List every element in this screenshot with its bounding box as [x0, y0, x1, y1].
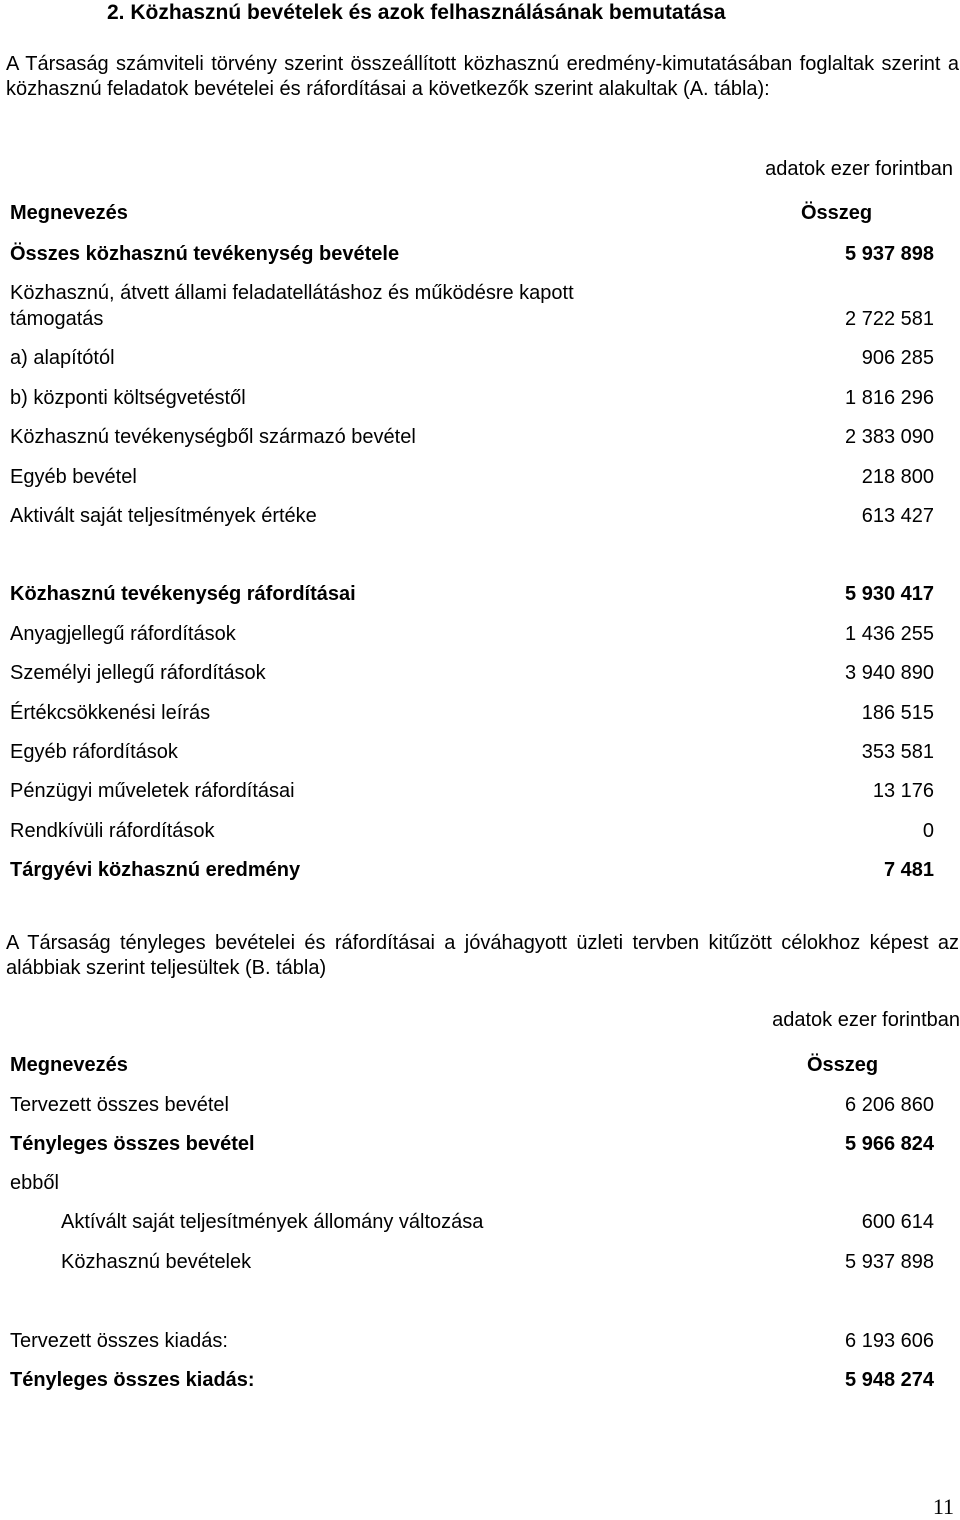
row-value: 613 427 [861, 505, 934, 527]
intro-paragraph: A Társaság számviteli törvény szerint összeállított közhasznú eredmény-kimutatásában foglaltak szerint a közhasznú feladatok bevételei és ráfordításai a következők szerint alakultak (A. tábla): [6, 53, 959, 100]
row-label: Anyagjellegű ráfordítások [10, 623, 236, 645]
row-value: 5 966 824 [845, 1133, 934, 1155]
row-value: 6 206 860 [845, 1094, 934, 1116]
row-value: 218 800 [861, 466, 934, 488]
column-header-name: Megnevezés [10, 1054, 128, 1076]
row-label: Összes közhasznú tevékenység bevétele [10, 243, 400, 265]
row-value: 2 383 090 [845, 426, 934, 448]
row-label: Egyéb bevétel [10, 466, 137, 488]
row-value: 5 948 274 [845, 1369, 934, 1391]
row-label: Aktívált saját teljesítmények állomány változása [61, 1211, 484, 1233]
row-value: 7 481 [883, 859, 934, 881]
row-label: Közhasznú tevékenységből származó bevétel [10, 426, 416, 448]
row-value: 0 [922, 820, 934, 842]
row-label: Személyi jellegű ráfordítások [10, 662, 266, 684]
row-label: Aktivált saját teljesítmények értéke [10, 505, 317, 527]
row-label: Egyéb ráfordítások [10, 741, 178, 763]
row-label: Pénzügyi műveletek ráfordításai [10, 780, 295, 802]
row-value: 6 193 606 [845, 1330, 934, 1352]
row-label: ebből [10, 1172, 59, 1194]
row-value: 2 722 581 [845, 308, 934, 330]
row-label: Tervezett összes bevétel [10, 1094, 229, 1116]
paragraph-2: A Társaság tényleges bevételei és ráfordításai a jóváhagyott üzleti tervben kitűzött célokhoz képest az alábbiak szerint teljesültek (B. tábla) [6, 932, 959, 979]
row-value: 5 937 898 [845, 1251, 934, 1273]
row-value: 906 285 [861, 347, 934, 369]
row-label: a) alapítótól [10, 347, 115, 369]
row-value: 13 176 [872, 780, 934, 802]
row-value: 3 940 890 [845, 662, 934, 684]
row-label: Tervezett összes kiadás: [10, 1330, 228, 1352]
column-header-amount: Összeg [801, 202, 873, 224]
row-value: 600 614 [861, 1211, 934, 1233]
row-label: Közhasznú, átvett állami feladatellátáshoz és működésre kapott [10, 282, 574, 304]
row-label: Rendkívüli ráfordítások [10, 820, 215, 842]
row-label: Tárgyévi közhasznú eredmény [10, 859, 301, 881]
row-label: b) központi költségvetéstől [10, 387, 246, 409]
column-header-amount: Összeg [807, 1054, 879, 1076]
row-label: Értékcsökkenési leírás [10, 702, 211, 724]
row-label: Tényleges összes bevétel [10, 1133, 255, 1155]
row-label: Tényleges összes kiadás: [10, 1369, 255, 1391]
row-value: 353 581 [861, 741, 934, 763]
row-value: 1 816 296 [845, 387, 934, 409]
row-label-continued: támogatás [10, 308, 104, 330]
page-number: 11 [932, 1494, 954, 1519]
unit-note: adatok ezer forintban [765, 158, 953, 180]
row-label: Közhasznú tevékenység ráfordításai [10, 583, 356, 605]
row-value: 5 930 417 [845, 583, 934, 605]
row-value: 5 937 898 [845, 243, 934, 265]
row-label: Közhasznú bevételek [61, 1251, 252, 1273]
unit-note: adatok ezer forintban [772, 1009, 960, 1031]
section-heading: 2. Közhasznú bevételek és azok felhasználásának bemutatása [107, 1, 726, 24]
row-value: 1 436 255 [845, 623, 934, 645]
row-value: 186 515 [861, 702, 934, 724]
column-header-name: Megnevezés [10, 202, 128, 224]
